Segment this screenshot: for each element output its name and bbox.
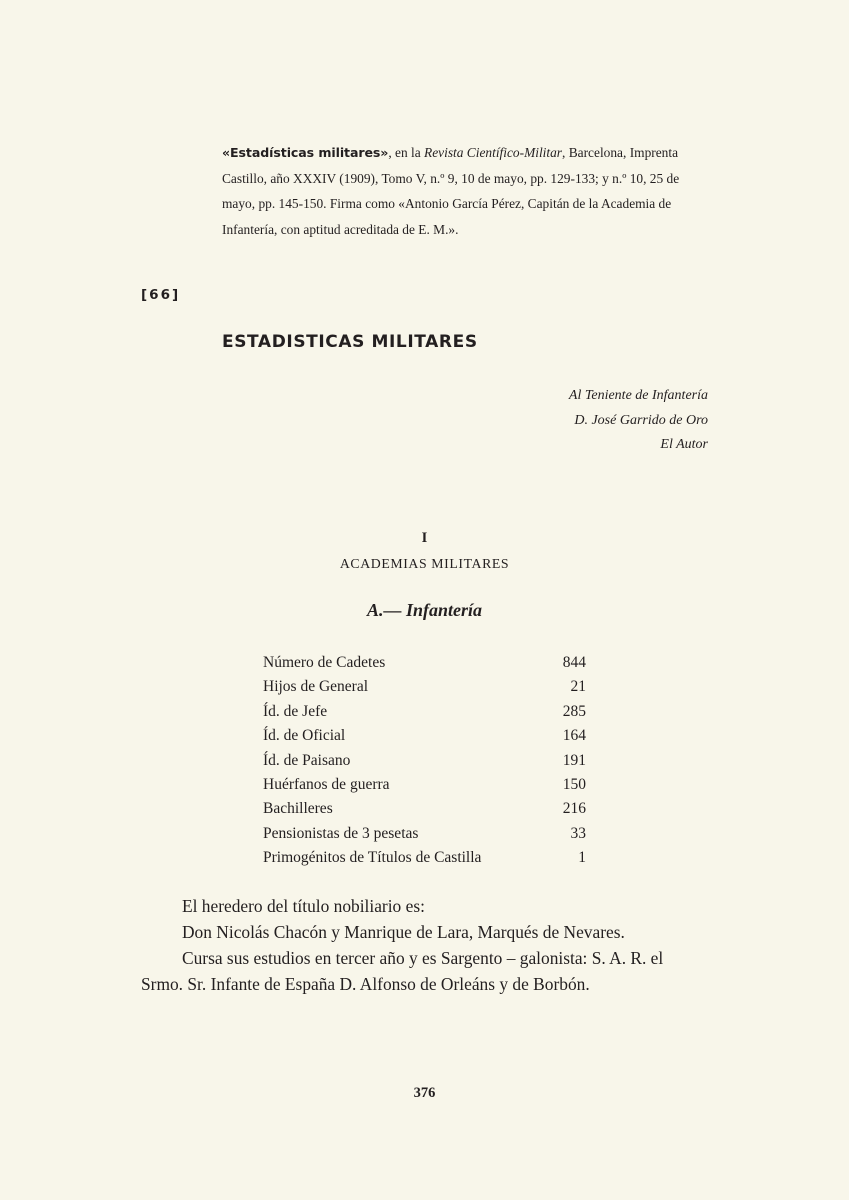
body-text	[141, 893, 708, 997]
stats-row	[263, 651, 586, 675]
stats-label: Pensionistas de 3 pesetas	[263, 824, 419, 842]
stats-label: Íd. de Jefe	[263, 702, 328, 720]
stats-label: Primogénitos de Títulos de Castilla	[263, 849, 482, 867]
document-title: ESTADISTICAS MILITARES	[222, 332, 478, 352]
stats-row	[263, 749, 586, 773]
paragraph: Cursa sus estudios en tercer año y es Sargento – galonista: S. A. R. el Srmo. Sr. Infante de España D. Alfonso de Orleáns y de Borbón.	[141, 948, 664, 994]
stats-row	[263, 822, 586, 846]
stats-label: Huérfanos de guerra	[263, 775, 390, 793]
stats-label: Íd. de Paisano	[263, 751, 351, 769]
paragraph: Don Nicolás Chacón y Manrique de Lara, Marqués de Nevares.	[182, 922, 625, 942]
stats-row	[263, 724, 586, 748]
dedication-line: Al Teniente de Infantería	[568, 388, 708, 403]
stats-label: Íd. de Oficial	[263, 727, 346, 745]
page-number: 376	[413, 1085, 436, 1101]
stats-row	[263, 797, 586, 821]
dedication-line: D. José Garrido de Oro	[574, 412, 708, 428]
stats-value: 191	[562, 751, 586, 769]
source-note	[222, 140, 692, 242]
paragraph: El heredero del título nobiliario es:	[182, 896, 425, 916]
stats-value: 1	[578, 849, 586, 867]
stats-value: 150	[562, 775, 586, 793]
stats-row	[263, 846, 586, 870]
stats-value: 21	[570, 678, 586, 696]
stats-label: Bachilleres	[263, 800, 333, 818]
source-note-lead: «Estadísticas militares»	[222, 145, 389, 160]
section-title: ACADEMIAS MILITARES	[339, 556, 510, 571]
document-number: [66]	[141, 287, 181, 303]
stats-value: 285	[562, 702, 586, 720]
subsection-title: A.— Infantería	[366, 600, 483, 620]
source-note-journal: Revista Científico-Militar	[424, 145, 563, 160]
stats-label: Hijos de General	[263, 678, 369, 696]
stats-value: 164	[562, 727, 586, 745]
stats-row	[263, 773, 586, 797]
dedication-line: El Autor	[660, 437, 708, 452]
stats-row	[263, 700, 586, 724]
stats-value: 216	[562, 800, 586, 818]
stats-row	[263, 675, 586, 699]
stats-table	[263, 651, 586, 871]
stats-value: 33	[570, 824, 586, 842]
source-note-text-2: , Barcelona, Imprenta Castillo, año XXXIV (1909), Tomo V, n.º 9, 10 de mayo, pp. 129-133; y n.º 10, 25 de mayo, pp. 145-150. Firma como «Antonio García Pérez, Capitán de la Academia de Infantería, con aptitud acreditada de E. M.».	[222, 145, 680, 237]
stats-label: Número de Cadetes	[263, 654, 386, 671]
dedication	[569, 384, 708, 458]
section-number: I	[421, 530, 428, 546]
stats-value: 844	[562, 654, 586, 671]
source-note-text-1: , en la	[388, 145, 425, 160]
